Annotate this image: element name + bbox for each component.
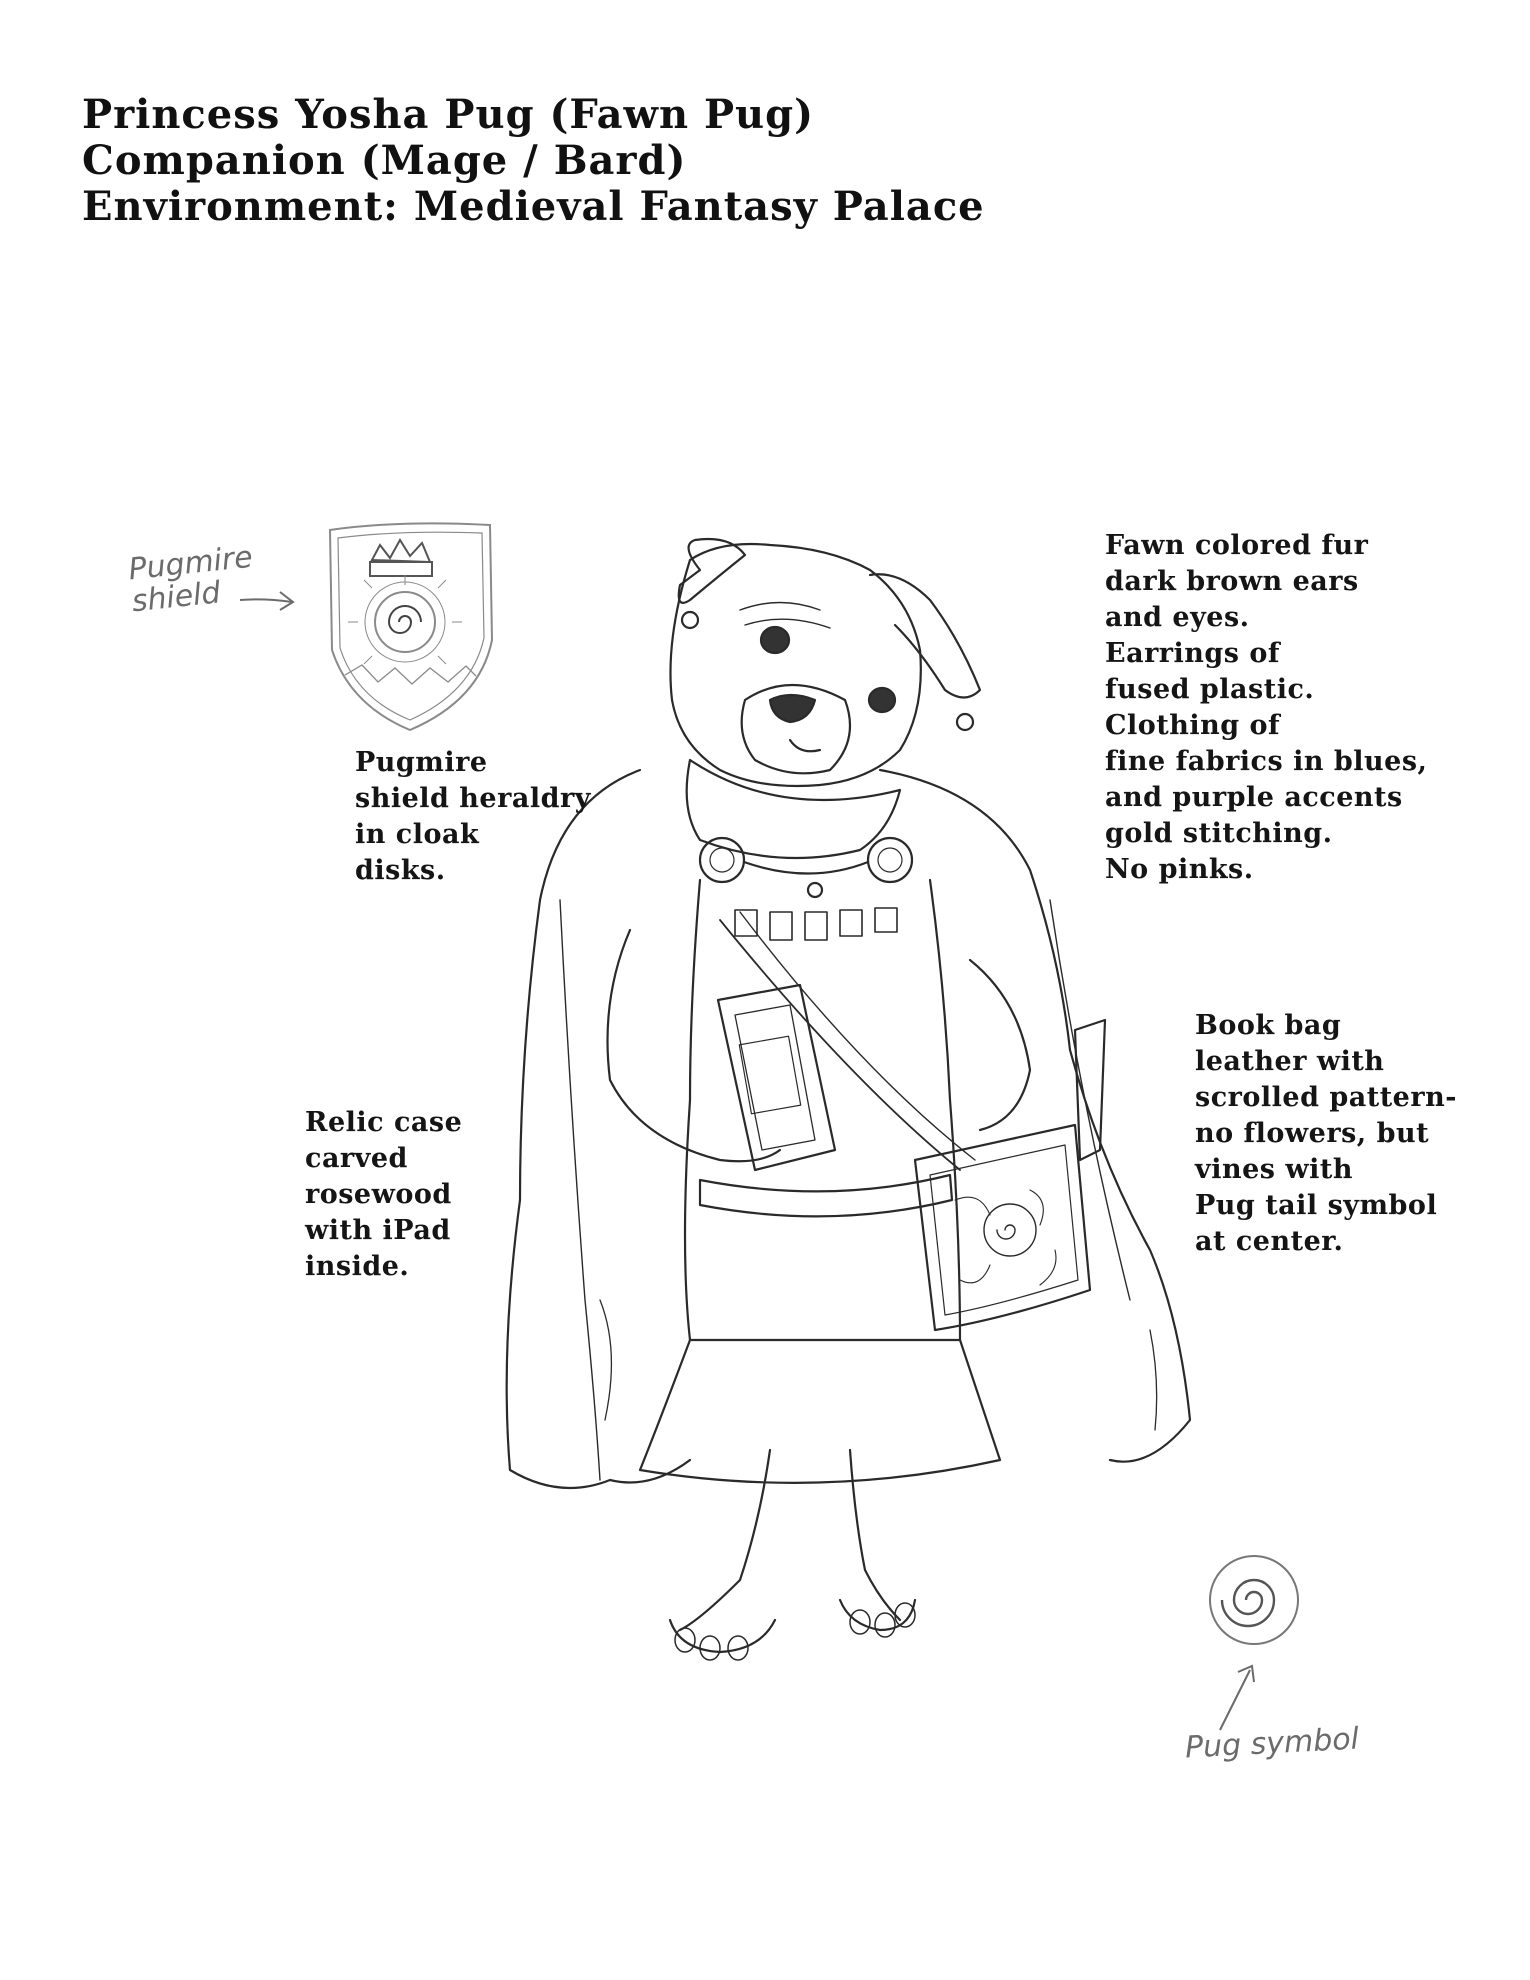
title-name: Princess Yosha Pug (Fawn Pug) <box>82 91 815 138</box>
title-role: Companion (Mage / Bard) <box>82 137 687 184</box>
pug-figure-icon <box>507 539 1190 1660</box>
pugmire-shield-icon <box>330 523 492 730</box>
fur-clothing-note: Fawn colored fur dark brown ears and eyes. Earrings of fused plastic. Clothing of fine fabrics in blues, and purple accents gold stitching. No pinks. <box>1105 530 1428 885</box>
title-environment: Environment: Medieval Fantasy Palace <box>82 183 985 230</box>
relic-case-note: Relic case carved rosewood with iPad inside. <box>305 1107 463 1282</box>
arrow-up-icon <box>1220 1666 1254 1730</box>
shield-hand-label: Pugmire shield <box>126 539 255 620</box>
pug-symbol-icon <box>1210 1556 1298 1644</box>
book-bag-note: Book bag leather with scrolled pattern- no flowers, but vines with Pug tail symbol at center. <box>1195 1010 1457 1257</box>
shield-heraldry-note: Pugmire shield heraldry in cloak disks. <box>355 747 591 886</box>
pug-symbol-hand-label: Pug symbol <box>1184 1721 1360 1766</box>
